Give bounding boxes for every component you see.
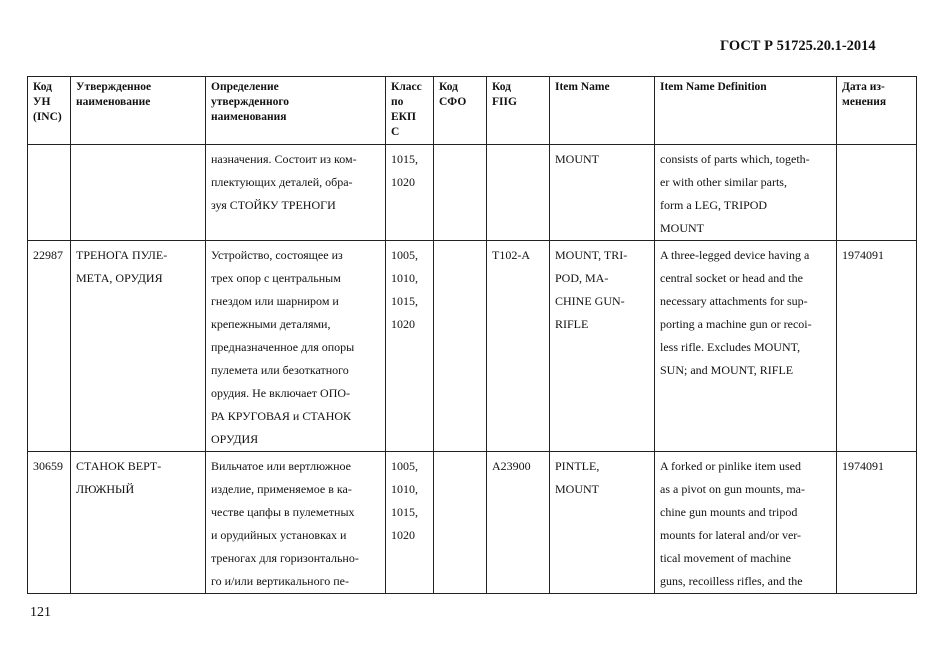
header-row	[28, 77, 917, 145]
cell-sfo	[434, 145, 487, 241]
table-row	[28, 452, 917, 594]
col-header-sfo: Код СФО	[434, 77, 487, 145]
table-row	[28, 241, 917, 452]
col-header-change-date: Дата из- менения	[837, 77, 917, 145]
cell-item-name: MOUNT	[550, 145, 655, 241]
document-code: ГОСТ Р 51725.20.1-2014	[720, 38, 876, 54]
cell-definition: Вильчатое или вертлюжное изделие, применяемое в ка- честве цапфы в пулеметных и орудийных установках и треногах для горизонтально- го и/или вертикального пе-	[206, 452, 386, 594]
cell-item-definition: A three-legged device having a central socket or head and the necessary attachments for sup- porting a machine gun or recoi- less rifle. Excludes MOUNT, SUN; and MOUNT, RIFLE	[655, 241, 837, 452]
cell-item-name: PINTLE, MOUNT	[550, 452, 655, 594]
cell-fiig: A23900	[487, 452, 550, 594]
col-header-item-name: Item Name	[550, 77, 655, 145]
col-header-approved-name: Утвержденное наименование	[71, 77, 206, 145]
col-header-inc: Код УН (INC)	[28, 77, 71, 145]
cell-change-date: 1974091	[837, 241, 917, 452]
cell-fiig	[487, 145, 550, 241]
cell-item-definition: A forked or pinlike item used as a pivot on gun mounts, ma- chine gun mounts and tripod mounts for lateral and/or ver- tical movement of machine guns, recoilless rifles, and the	[655, 452, 837, 594]
page-number: 121	[30, 605, 51, 620]
cell-class: 1005, 1010, 1015, 1020	[386, 452, 434, 594]
col-header-class: Класс по ЕКП С	[386, 77, 434, 145]
cell-definition: назначения. Состоит из ком- плектующих деталей, обра- зуя СТОЙКУ ТРЕНОГИ	[206, 145, 386, 241]
cell-inc: 30659	[28, 452, 71, 594]
table-row	[28, 145, 917, 241]
catalog-table	[27, 76, 917, 594]
cell-item-definition: consists of parts which, togeth- er with other similar parts, form a LEG, TRIPOD MOUNT	[655, 145, 837, 241]
col-header-definition: Определение утвержденного наименования	[206, 77, 386, 145]
cell-inc: 22987	[28, 241, 71, 452]
cell-sfo	[434, 241, 487, 452]
cell-definition: Устройство, состоящее из трех опор с центральным гнездом или шарниром и крепежными деталями, предназначенное для опоры пулемета или безоткатного орудия. Не включает ОПО- РА КРУГОВАЯ и СТАНОК ОРУДИЯ	[206, 241, 386, 452]
col-header-item-definition: Item Name Definition	[655, 77, 837, 145]
cell-approved-name	[71, 145, 206, 241]
cell-class: 1005, 1010, 1015, 1020	[386, 241, 434, 452]
cell-class: 1015, 1020	[386, 145, 434, 241]
cell-sfo	[434, 452, 487, 594]
col-header-fiig: Код FIIG	[487, 77, 550, 145]
cell-inc	[28, 145, 71, 241]
cell-approved-name: ТРЕНОГА ПУЛЕ- МЕТА, ОРУДИЯ	[71, 241, 206, 452]
cell-change-date	[837, 145, 917, 241]
cell-item-name: MOUNT, TRI- POD, MA- CHINE GUN- RIFLE	[550, 241, 655, 452]
cell-fiig: T102-A	[487, 241, 550, 452]
cell-approved-name: СТАНОК ВЕРТ- ЛЮЖНЫЙ	[71, 452, 206, 594]
cell-change-date: 1974091	[837, 452, 917, 594]
